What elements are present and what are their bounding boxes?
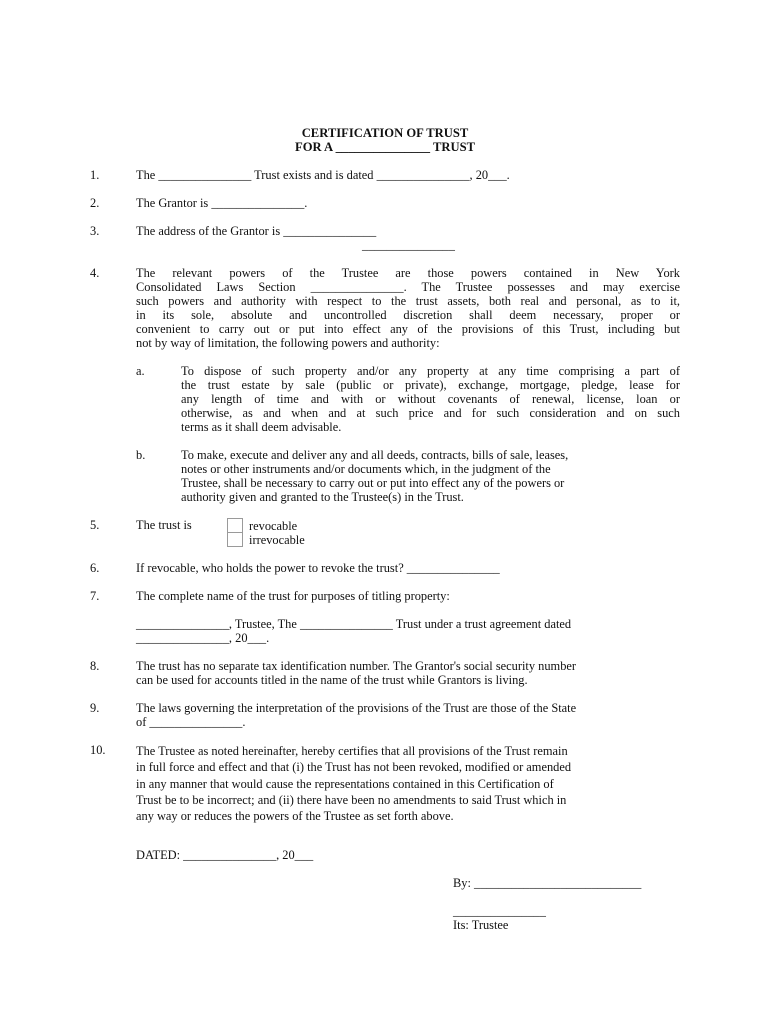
item-number-4: 4. [90,266,100,280]
item-4-line: The relevant powers of the Trustee are those powers contained in New York [136,266,680,280]
document-subtitle: FOR A _______________ TRUST [295,140,475,154]
item-number-8: 8. [90,659,100,673]
item-7-text: The complete name of the trust for purposes of titling property: [136,589,450,603]
item-10-text [136,743,680,824]
item-4a-line: To dispose of such property and/or any property at any time comprising a part of [181,364,680,378]
item-9-text [136,701,680,729]
item-number-2: 2. [90,196,100,210]
item-8-line: The trust has no separate tax identification number. The Grantor's social security number [136,659,577,673]
item-number-5: 5. [90,518,100,532]
trustee-name-line: _______________ [453,904,546,918]
item-number-3: 3. [90,224,100,238]
item-number-7: 7. [90,589,100,603]
item-4a-line: otherwise, as and when and at such price and for such consideration and on such [181,406,680,420]
item-7-line: _______________, 20___. [136,631,270,645]
item-4a-line: terms as it shall deem advisable. [181,420,342,434]
item-9-line: of _______________. [136,715,246,729]
item-4b-line: To make, execute and deliver any and all deeds, contracts, bills of sale, leases, [181,448,569,462]
item-10-line: any way or reduces the powers of the Trustee as set forth above. [136,809,454,824]
item-10-line: in any manner that would cause the representations contained in this Certification of [136,776,554,791]
item-4b-line: Trustee, shall be necessary to carry out or put into effect any of the powers or [181,476,565,490]
item-4a-text [181,364,680,434]
item-4b-line: notes or other instruments and/or documents which, in the judgment of the [181,462,551,476]
item-7-line: _______________, Trustee, The _______________ Trust under a trust agreement dated [136,617,572,631]
item-10-line: The Trustee as noted hereinafter, hereby certifies that all provisions of the Trust remain [136,744,568,758]
trustee-title: Its: Trustee [453,918,509,932]
item-7-trust-name [136,617,680,645]
item-4-line: convenient to carry out or put into effect any of the provisions of this Trust, including but [136,322,680,336]
item-2-text: The Grantor is _______________. [136,196,308,210]
item-4a-letter: a. [136,364,145,378]
revocable-option[interactable] [227,518,297,533]
irrevocable-checkbox[interactable] [227,532,243,547]
item-1-text: The _______________ Trust exists and is dated _______________, 20___. [136,168,510,182]
item-number-6: 6. [90,561,100,575]
item-10-line: in full force and effect and that (i) the Trust has not been revoked, modified or amended [136,760,572,775]
item-3-text: The address of the Grantor is _______________ [136,224,377,238]
item-8-text [136,659,680,687]
item-10-line: Trust be to be incorrect; and (ii) there have been no amendments to said Trust which in [136,792,567,807]
revocable-label: revocable [249,519,298,533]
item-8-line: can be used for accounts titled in the name of the trust while Grantors is living. [136,673,528,687]
item-4-line: Consolidated Laws Section _______________. The Trustee possesses and may exercise [136,280,680,294]
item-4a-line: any length of time and with or without covenants of renewal, license, loan or [181,392,680,406]
item-4b-letter: b. [136,448,146,462]
item-number-10: 10. [90,743,106,757]
item-number-1: 1. [90,168,100,182]
dated-field: DATED: _______________, 20___ [136,848,314,862]
irrevocable-label: irrevocable [249,533,305,547]
document-title: CERTIFICATION OF TRUST [301,126,469,140]
item-4-text [136,266,680,350]
item-9-line: The laws governing the interpretation of the provisions of the Trust are those of the State [136,701,577,715]
item-number-9: 9. [90,701,100,715]
item-3-address-line: _______________ [362,238,455,252]
item-4b-line: authority given and granted to the Trustee(s) in the Trust. [181,490,464,504]
item-4-line: not by way of limitation, the following powers and authority: [136,336,440,350]
by-signature-line: By: ___________________________ [453,876,642,890]
revocable-checkbox[interactable] [227,518,243,533]
item-4b-text [181,448,680,504]
item-4-line: in its sole, absolute and uncontrolled discretion shall deem necessary, proper or [136,308,680,322]
item-4-line: such powers and authority with respect to the trust assets, both real and personal, as to it, [136,294,680,308]
irrevocable-option[interactable] [227,532,305,547]
item-6-text: If revocable, who holds the power to revoke the trust? _______________ [136,561,500,575]
item-5-label: The trust is [136,518,192,532]
item-4a-line: the trust estate by sale (public or private), exchange, mortgage, pledge, lease for [181,378,680,392]
